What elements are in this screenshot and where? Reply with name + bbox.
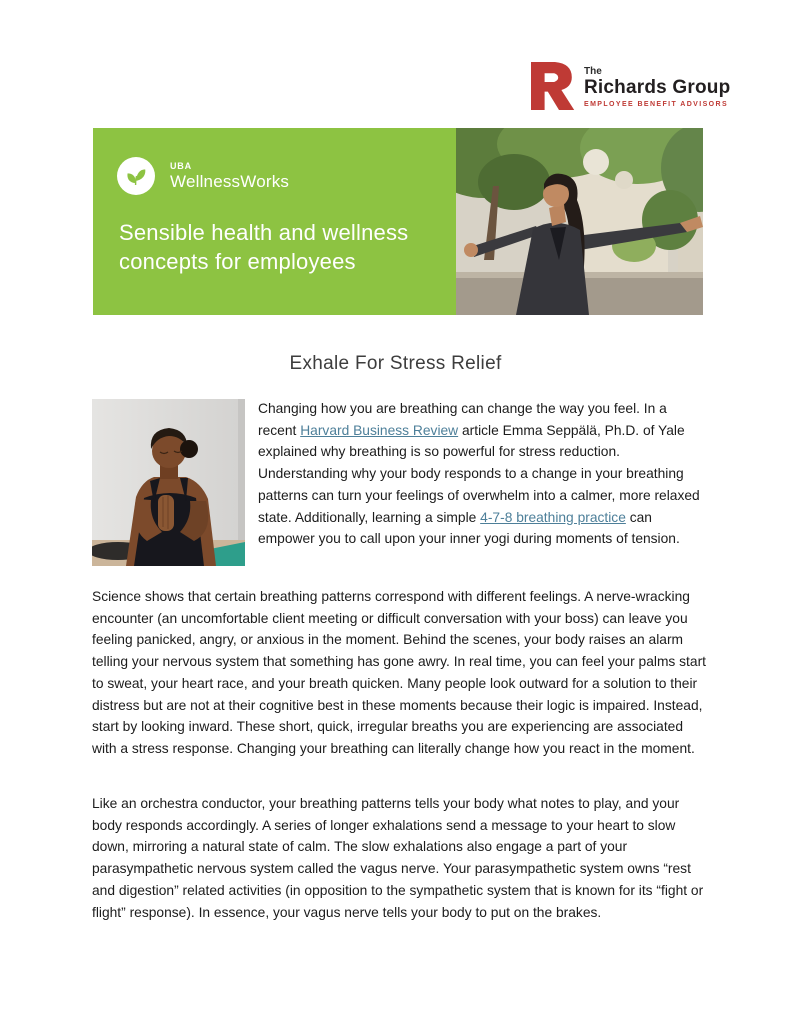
paragraph-science: Science shows that certain breathing patterns correspond with different feelings. A nerve-wracking encounter (an uncomfortable client meeting or difficult conversation with your boss) can leave you feeling panicked, angry, or anxious in the moment. Behind the scenes, your body raises an alarm telling your nervous system that something has gone awry. In real time, you can feel your palms start to sweat, your heart race, and your breath quicken. Many people look outward for a solution to their distress but are not at their cognitive best in these moments because their logic is impaired. Instead, start by looking inward. These short, quick, irregular breaths you are experiencing are associated with a stress response. Changing your breathing can literally change how you react in the moment. bbox=[92, 589, 706, 756]
paragraph-conductor: Like an orchestra conductor, your breathing patterns tells your body what notes to play, and your body responds accordingly. A series of longer exhalations send a message to your heart to slow down, mirroring a natural state of calm. The slow exhalations also engage a part of your parasympathetic nervous system called the vagus nerve. Your parasympathetic system owns “rest and digestion” related activities (in opposition to the sympathetic system that is known for its “fight or flight” response). In essence, your vagus nerve tells your body to put on the brakes. bbox=[92, 796, 704, 920]
wellnessworks-banner bbox=[93, 128, 703, 315]
uba-label: UBA bbox=[170, 160, 192, 171]
p1-text-tail: can empower you to call upon your inner yogi during moments of tension. bbox=[258, 509, 680, 547]
banner-tagline-line1: Sensible health and wellness bbox=[119, 220, 409, 245]
banner-photo-woman-outdoors bbox=[456, 128, 703, 315]
richards-r-icon bbox=[527, 58, 575, 114]
banner-tagline bbox=[119, 218, 408, 276]
banner-brand-names bbox=[170, 161, 289, 192]
richards-group-logo bbox=[527, 58, 730, 114]
478-breathing-practice-link[interactable]: 4-7-8 breathing practice bbox=[480, 509, 626, 525]
article-title: Exhale For Stress Relief bbox=[289, 353, 502, 374]
meditation-photo-woman-praying-hands bbox=[92, 399, 245, 566]
wellnessworks-label: WellnessWorks bbox=[170, 171, 290, 191]
banner-green-panel bbox=[93, 128, 456, 315]
paragraph-intro bbox=[258, 398, 704, 550]
banner-tagline-line2: concepts for employees bbox=[119, 249, 356, 274]
logo-the: The bbox=[584, 66, 602, 77]
richards-logo-text bbox=[584, 58, 730, 108]
logo-tagline: EMPLOYEE BENEFIT ADVISORS bbox=[584, 100, 729, 108]
harvard-business-review-link[interactable]: Harvard Business Review bbox=[300, 422, 459, 438]
p1-text-mid: article Emma Seppälä, Ph.D. of Yale explained why breathing is so powerful for stress reduction. Understanding why your body responds to a change in your breathing patterns can turn your feelings of overwhelm into a calmer, more relaxed state. Additionally, learning a simple bbox=[258, 422, 700, 525]
leaf-sprout-icon bbox=[117, 157, 155, 195]
banner-brand-row bbox=[117, 157, 289, 195]
p1-text-lead: Changing how you are breathing can change the way you feel. In a recent bbox=[258, 401, 667, 438]
logo-company-name: Richards Group bbox=[584, 77, 731, 98]
